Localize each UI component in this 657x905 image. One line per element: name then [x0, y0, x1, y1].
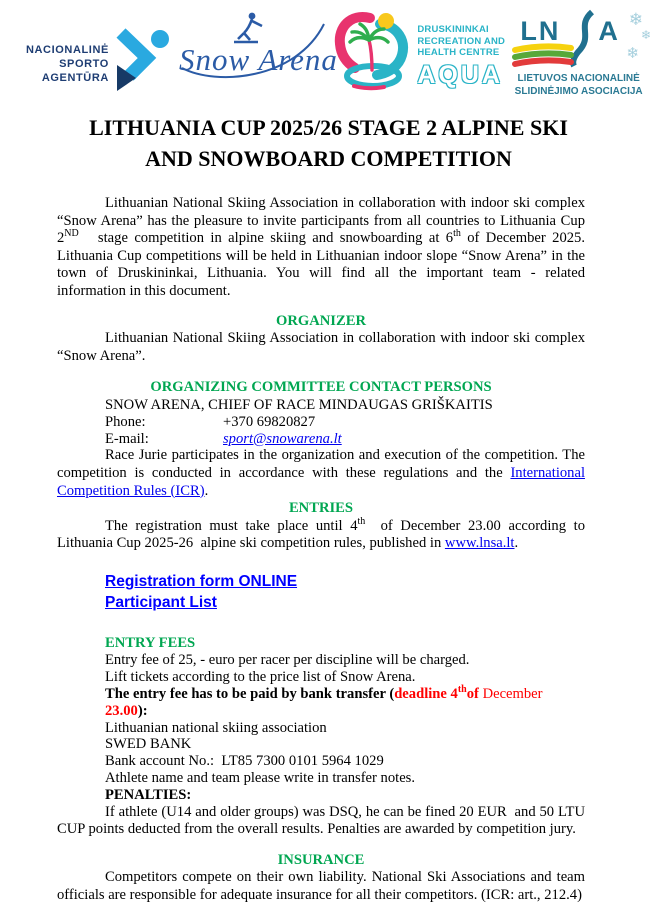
text-segment: th	[453, 228, 461, 240]
aqua-wordmark: AQUA	[417, 60, 503, 89]
text-segment: .	[514, 535, 519, 552]
insurance-paragraph: Competitors compete on their own liability. National Ski Associations and team officials are responsible for adequate insurance for all their competitors. (ICR: art., 212.4)	[57, 869, 585, 904]
snow-arena-logo	[176, 10, 338, 98]
lnsa-logo	[506, 10, 651, 102]
text-segment: Lithuanian National Skiing Association in collaboration with indoor ski complex “Snow Arena” has the pleasure to invite participants from all countries to Lithuania Cup 2	[57, 195, 585, 247]
lnsa-logo-text	[506, 72, 651, 98]
text-segment: th	[357, 515, 366, 527]
snowflake-icon: ❄	[640, 28, 651, 42]
insurance-heading: INSURANCE	[277, 851, 365, 868]
email-link[interactable]: sport@snowarena.lt	[223, 430, 342, 447]
text-segment: of	[466, 686, 483, 703]
snowflake-icon: ❄	[626, 45, 639, 62]
association-line: Lithuanian national skiing association	[105, 719, 327, 736]
race-jurie-paragraph	[57, 447, 585, 500]
chief-of-race-line: SNOW ARENA, CHIEF OF RACE MINDAUGAS GRIŠKAITIS	[105, 396, 493, 413]
deadline-line	[57, 686, 585, 720]
nsa-logo	[8, 10, 172, 99]
icr-rules-link[interactable]: International Competition Rules (ICR)	[57, 464, 585, 499]
aqua-text-line: DRUSKININKAI	[417, 24, 489, 36]
text-segment: of December 2025. Lithuania Cup competitions will be held in Lithuanian indoor slope “Snow Arena” in the town of Druskininkai, Lithuania. You will find all the important team - related information in this document.	[57, 230, 585, 299]
transfer-note-line: Athlete name and team please write in transfer notes.	[105, 770, 415, 787]
text-segment: December	[482, 686, 543, 703]
penalties-paragraph: If athlete (U14 and older groups) was DSQ, he can be fined 20 EUR and 50 LTU CUP points deducted from the overall results. Penalties are awarded by competition jury.	[57, 803, 585, 838]
aqua-text-line: HEALTH CENTRE	[417, 47, 500, 59]
entry-fees-heading: ENTRY FEES	[105, 634, 196, 651]
text-segment: th	[457, 684, 467, 696]
registration-form-link[interactable]: Registration form ONLINE	[105, 572, 298, 590]
lift-tickets-line: Lift tickets according to the price list of Snow Arena.	[105, 669, 416, 686]
aqua-logo-text	[417, 24, 505, 89]
title-line-2: AND SNOWBOARD COMPETITION	[145, 146, 512, 171]
lnsa-mark	[506, 10, 651, 70]
nsa-athlete-icon	[114, 28, 172, 99]
text-segment: .	[204, 482, 209, 499]
entries-paragraph	[57, 515, 585, 553]
text-segment: The entry fee has to be paid by bank transfer (	[105, 686, 395, 703]
aqua-logo	[332, 10, 506, 103]
quick-links	[57, 571, 585, 613]
nsa-text-line: SPORTO	[59, 57, 109, 70]
text-segment: stage competition in alpine skiing and snowboarding at 6	[78, 230, 454, 247]
contact-persons-heading: ORGANIZING COMMITTEE CONTACT PERSONS	[150, 379, 492, 396]
text-segment: ND	[64, 228, 79, 240]
lnsa-website-link[interactable]: www.lnsa.lt	[444, 535, 515, 552]
title-line-1: LITHUANIA CUP 2025/26 STAGE 2 ALPINE SKI	[89, 115, 568, 140]
aqua-text-line: RECREATION AND	[417, 35, 506, 47]
phone-line	[57, 414, 585, 431]
bank-name-line: SWED BANK	[105, 736, 192, 753]
document-title	[40, 112, 617, 174]
bank-account-line: Bank account No.: LT85 7300 0101 5964 1029	[105, 753, 384, 770]
nsa-text-line: AGENTŪRA	[41, 71, 109, 84]
lnsa-letters-ln: LN	[520, 16, 561, 46]
penalties-heading: PENALTIES:	[105, 786, 192, 803]
text-segment: 23.00	[105, 702, 138, 719]
phone-value: +370 69820827	[223, 413, 316, 430]
nsa-logo-text	[8, 43, 109, 85]
lnsa-letter-a: A	[598, 16, 620, 46]
entries-heading: ENTRIES	[288, 500, 354, 517]
organizer-heading: ORGANIZER	[275, 312, 366, 329]
aqua-emblem-icon	[332, 10, 414, 103]
email-label: E-mail:	[105, 430, 149, 447]
text-segment: of December 23.00 according to Lithuania Cup 2025-26 alpine ski competition rules, published in	[57, 517, 585, 552]
email-line	[57, 431, 585, 448]
participant-list-link[interactable]: Participant List	[105, 593, 217, 611]
text-segment: deadline 4	[394, 686, 458, 703]
logo-bar	[0, 0, 657, 96]
document-body	[57, 195, 585, 905]
phone-label: Phone:	[105, 413, 146, 430]
lnsa-text-line: SLIDINĖJIMO ASOCIACIJA	[514, 86, 643, 97]
text-segment: The registration must take place until 4	[105, 517, 358, 534]
entry-fee-line: Entry fee of 25, - euro per racer per discipline will be charged.	[105, 652, 470, 669]
text-segment: Race Jurie participates in the organization and execution of the competition. The competition is conducted in accordance with these regulations and the	[57, 447, 585, 481]
intro-paragraph	[57, 195, 585, 301]
nsa-text-line: NACIONALINĖ	[25, 43, 109, 56]
snow-arena-wordmark: Snow Arena	[178, 42, 338, 77]
text-segment: ):	[137, 702, 148, 719]
lithuanian-flag-stripes-icon	[512, 44, 574, 73]
lnsa-text-line: LIETUVOS NACIONALINĖ	[517, 73, 640, 84]
snowflake-icon: ❄	[628, 10, 643, 29]
organizer-paragraph: Lithuanian National Skiing Association in collaboration with indoor ski complex “Snow Arena”.	[57, 330, 585, 364]
